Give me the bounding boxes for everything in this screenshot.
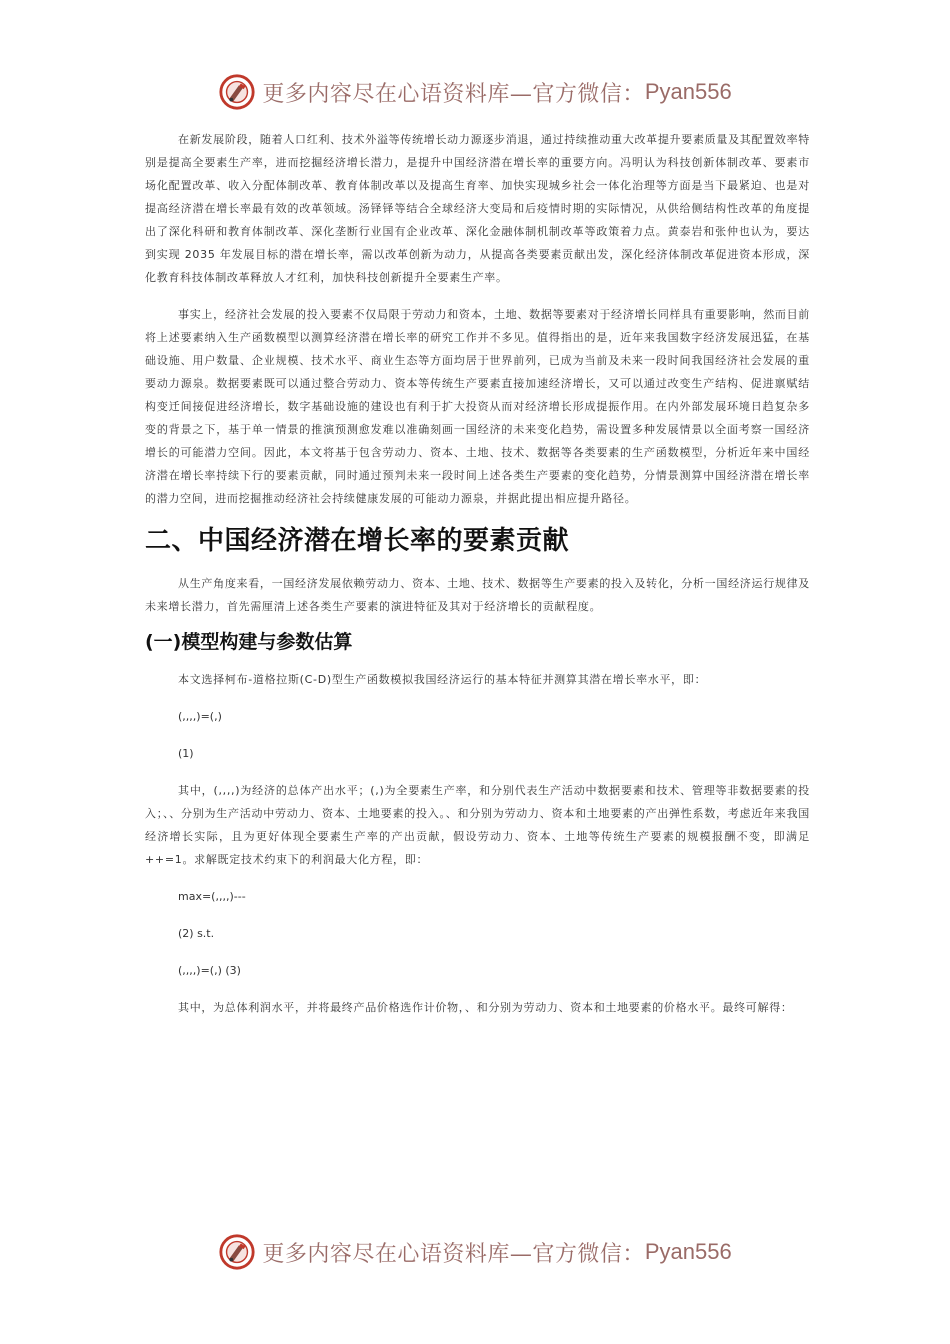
- logo-icon: [218, 73, 256, 111]
- spacer: [145, 982, 810, 996]
- wechat-id: Pyan556: [644, 79, 732, 104]
- spacer: [145, 945, 810, 959]
- banner-text: 更多内容尽在心语资料库—官方微信：: [262, 81, 645, 107]
- spacer: [145, 765, 810, 779]
- spacer: [145, 871, 810, 885]
- equation: (,,,,)=(,) (3): [178, 964, 241, 977]
- spacer: [145, 691, 810, 705]
- paragraph: 其中，(,,,,)为经济的总体产出水平；(,)为全要素生产率，和分别代表生产活动中数据要素和技术、管理等非数据要素的投入；、、分别为生产活动中劳动力、资本、土地要素的投入。、和分别为劳动力、资本和土地要素的产出弹性系数，考虑近年来我国经济增长实际，且为更好体现全要素生产率的产出贡献，假设劳动力、资本、土地等传统生产要素的规模报酬不变，即满足++=1。求解既定技术约束下的利润最大化方程，即：: [145, 784, 810, 866]
- header-banner: [0, 70, 950, 114]
- paragraph: 其中，为总体利润水平，并将最终产品价格选作计价物，、和分别为劳动力、资本和土地要素的价格水平。最终可解得：: [178, 1001, 793, 1014]
- equation: (2) s.t.: [178, 927, 215, 940]
- banner-text: 更多内容尽在心语资料库—官方微信：: [262, 1241, 645, 1267]
- spacer: [145, 728, 810, 742]
- wechat-id: Pyan556: [644, 1239, 732, 1264]
- document-body: [145, 128, 810, 1019]
- paragraph: 从生产角度来看，一国经济发展依赖劳动力、资本、土地、技术、数据等生产要素的投入及转化，分析一国经济运行规律及未来增长潜力，首先需厘清上述各类生产要素的演进特征及其对于经济增长的贡献程度。: [145, 577, 810, 613]
- paragraph: 本文选择柯布-道格拉斯(C-D)型生产函数模拟我国经济运行的基本特征并测算其潜在增长率水平，即：: [178, 673, 707, 686]
- paragraph: 事实上，经济社会发展的投入要素不仅局限于劳动力和资本，土地、数据等要素对于经济增长同样具有重要影响，然而目前将上述要素纳入生产函数模型以测算经济潜在增长率的研究工作并不多见。值得指出的是，近年来我国数字经济发展迅猛，在基础设施、用户数量、企业规模、技术水平、商业生态等方面均居于世界前列，已成为当前及未来一段时间我国经济社会发展的重要动力源泉。数据要素既可以通过整合劳动力、资本等传统生产要素直接加速经济增长，又可以通过改变生产结构、促进禀赋结构变迁间接促进经济增长，数字基础设施的建设也有利于扩大投资从而对经济增长形成提振作用。在内外部发展环境日趋复杂多变的背景之下，基于单一情景的推演预测愈发难以准确刻画一国经济的未来变化趋势，需设置多种发展情景以全面考察一国经济增长的可能潜力空间。因此，本文将基于包含劳动力、资本、土地、技术、数据等各类要素的生产函数模型，分析近年来中国经济潜在增长率持续下行的要素贡献，同时通过预判未来一段时间上述各类生产要素的变化趋势，分情景测算中国经济潜在增长率的潜力空间，进而挖掘推动经济社会持续健康发展的可能动力源泉，并据此提出相应提升路径。: [145, 308, 810, 505]
- equation: max=(,,,,)---: [178, 890, 246, 903]
- section-heading: 二、中国经济潜在增长率的要素贡献: [145, 526, 570, 556]
- equation: (,,,,)=(,): [178, 710, 222, 723]
- spacer: [145, 908, 810, 922]
- footer-banner: [0, 1230, 950, 1274]
- spacer: [145, 289, 810, 303]
- logo-icon: [218, 1233, 256, 1271]
- paragraph: 在新发展阶段，随着人口红利、技术外溢等传统增长动力源逐步消退，通过持续推动重大改革提升要素质量及其配置效率特别是提高全要素生产率，进而挖掘经济增长潜力，是提升中国经济潜在增长率的重要方向。冯明认为科技创新体制改革、要素市场化配置改革、收入分配体制改革、教育体制改革以及提高生育率、加快实现城乡社会一体化治理等方面是当下最紧迫、也是对提高经济潜在增长率最有效的改革领域。汤铎铎等结合全球经济大变局和后疫情时期的实际情况，从供给侧结构性改革的角度提出了深化科研和教育体制改革、深化垄断行业国有企业改革、深化金融体制机制改革等政策着力点。黄泰岩和张仲也认为，要达到实现 2035 年发展目标的潜在增长率，需以改革创新为动力，从提高各类要素贡献出发，深化经济体制改革促进资本形成，深化教育科技体制改革释放人才红利，加快科技创新提升全要素生产率。: [145, 133, 810, 284]
- subsection-heading: (一)模型构建与参数估算: [145, 631, 353, 653]
- equation-number: (1): [178, 747, 194, 760]
